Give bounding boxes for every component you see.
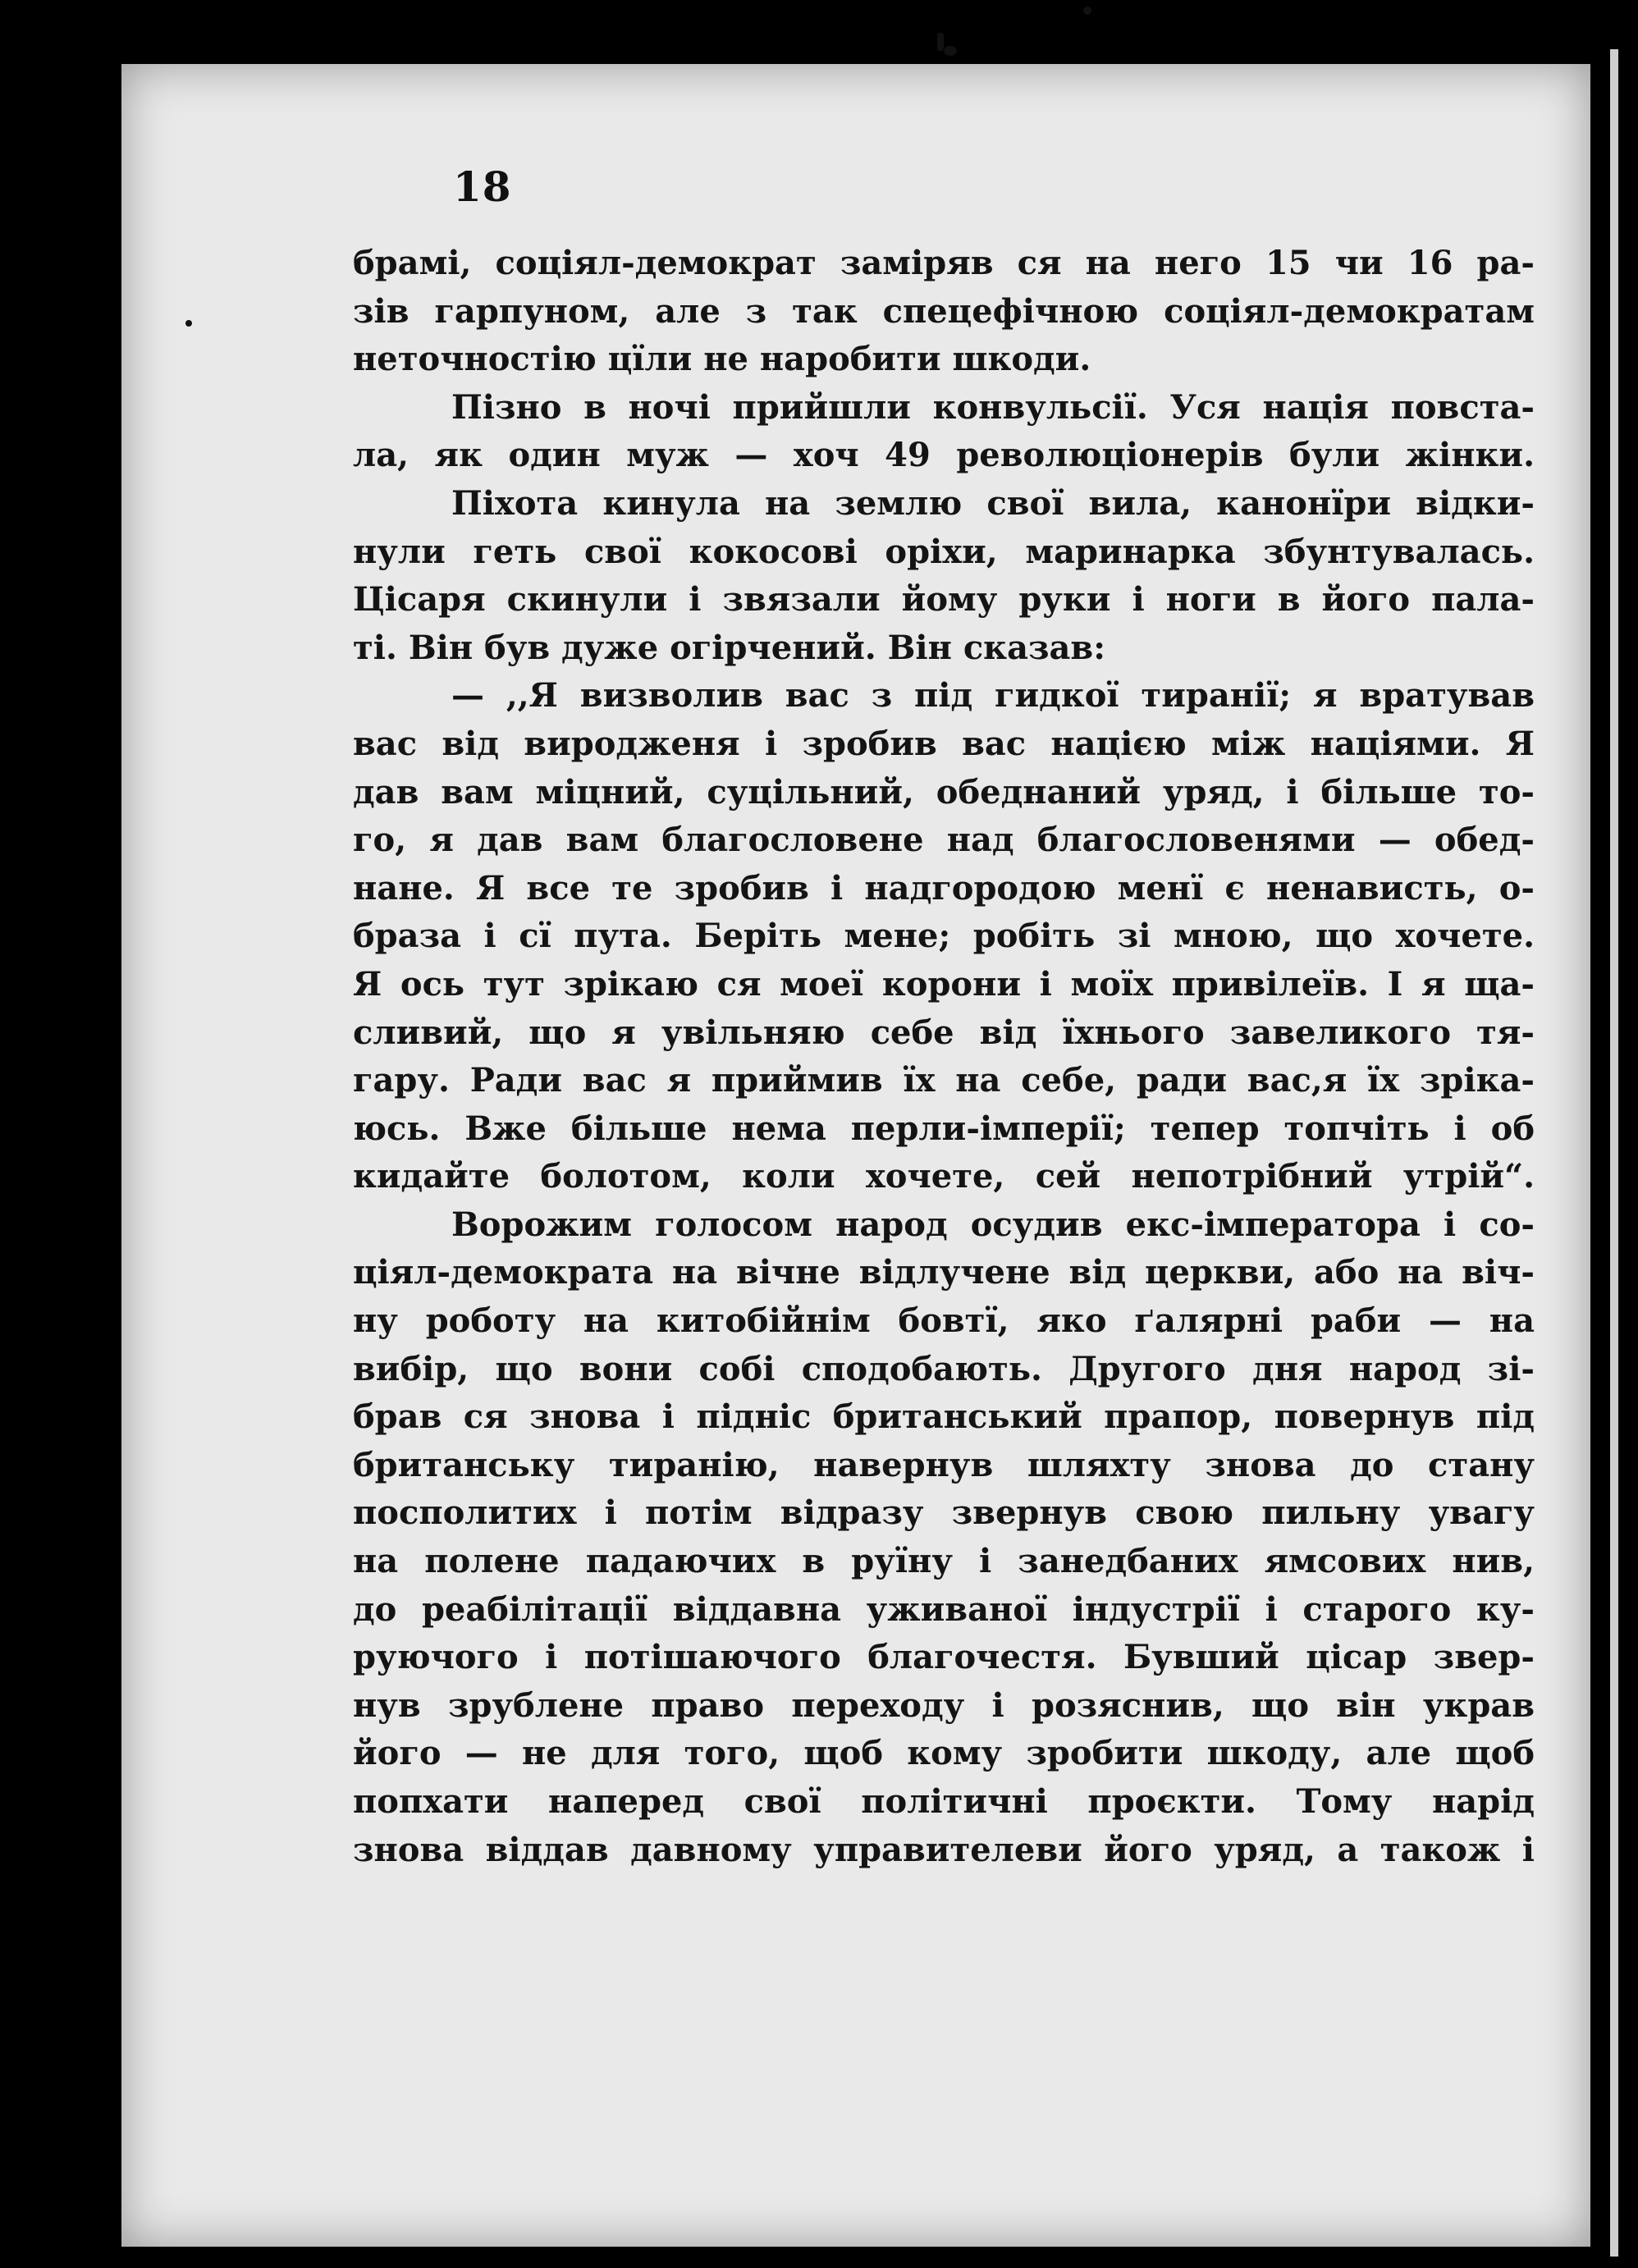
text-line: попхати наперед свої політичні проєкти. Тому нарід [353, 1782, 1535, 1821]
text-line: нули геть свої кокосові оріхи, маринарка збунтувалась. [353, 532, 1535, 571]
scan-speck [1083, 7, 1091, 15]
scan-speck [937, 33, 944, 51]
page-number: 18 [453, 162, 512, 211]
text-line: браза і сї пута. Беріть мене; робіть зі мною, що хочете. [353, 917, 1535, 956]
text-line: на полене падаючих в руїну і занедбаних ямсових нив, [353, 1542, 1535, 1581]
text-line: до реабілітації віддавна уживаної індустрії і старого ку- [353, 1589, 1535, 1629]
text-line: гару. Ради вас я приймив їх на себе, ради вас,я їх зріка- [353, 1061, 1535, 1100]
text-line: дав вам міцний, суцільний, обеднаний уряд, і більше то- [353, 772, 1535, 812]
scan-speck [944, 46, 957, 56]
text-line: ла, як один муж — хоч 49 революціонерів були жінки. [353, 436, 1535, 475]
page-edge [1610, 49, 1618, 2257]
text-line: нане. Я все те зробив і надгородою менї є ненависть, о- [353, 868, 1535, 908]
text-line: знова віддав давному управителеви його уряд, а також і [353, 1830, 1535, 1869]
scan-speck [185, 320, 192, 327]
text-line: вас від виродженя і зробив вас нацією між націями. Я [353, 724, 1535, 763]
text-line: ну роботу на китобійнім бовтї, яко ґалярні раби — на [353, 1301, 1535, 1341]
text-line: Я ось тут зрікаю ся моеї корони і моїх привілеїв. І я ща- [353, 964, 1535, 1004]
text-line: кидайте болотом, коли хочете, сей непотрібний утрій“. [353, 1157, 1535, 1196]
text-line: неточностію цїли не наробити шкоди. [353, 340, 1091, 379]
body-text [353, 240, 1535, 1874]
text-line: ціял-демократа на вічне відлучене від церкви, або на віч- [353, 1253, 1535, 1292]
text-line: Пізно в ночі прийшли конвульсії. Уся нація повста- [451, 387, 1535, 427]
text-line: брав ся знова і підніс британський прапор, повернув під [353, 1397, 1535, 1437]
text-line: — ,,Я визволив вас з під гидкої тиранії; я вратував [451, 676, 1535, 716]
text-line: посполитих і потім відразу звернув свою пильну увагу [353, 1493, 1535, 1533]
text-line: юсь. Вже більше нема перли-імперії; тепер топчіть і об [353, 1109, 1535, 1148]
text-line: Цісаря скинули і звязали йому руки і ноги в його пала- [353, 580, 1535, 620]
text-line: його — не для того, щоб кому зробити шкоду, але щоб [353, 1734, 1535, 1773]
text-line: руючого і потішаючого благочестя. Бувший цісар звер- [353, 1638, 1535, 1677]
text-line: британську тиранію, навернув шляхту знова до стану [353, 1445, 1535, 1484]
text-line: Піхота кинула на землю свої вила, канонїри відки- [451, 483, 1535, 523]
text-line: зів гарпуном, але з так спецефічною соціял-демократам [353, 291, 1535, 331]
text-line: вибір, що вони собі сподобають. Другого дня народ зі- [353, 1349, 1535, 1388]
text-line: го, я дав вам благословене над благословенями — обед- [353, 821, 1535, 860]
text-line: Ворожим голосом народ осудив екс-імператора і со- [451, 1205, 1535, 1244]
text-line: нув зрублене право переходу і розяснив, що він украв [353, 1685, 1535, 1725]
text-line: брамі, соціял-демократ заміряв ся на него 15 чи 16 ра- [353, 244, 1535, 282]
text-line: сливий, що я увільняю себе від їхнього завеликого тя- [353, 1013, 1535, 1052]
text-line: ті. Він був дуже огірчений. Він сказав: [353, 628, 1105, 667]
